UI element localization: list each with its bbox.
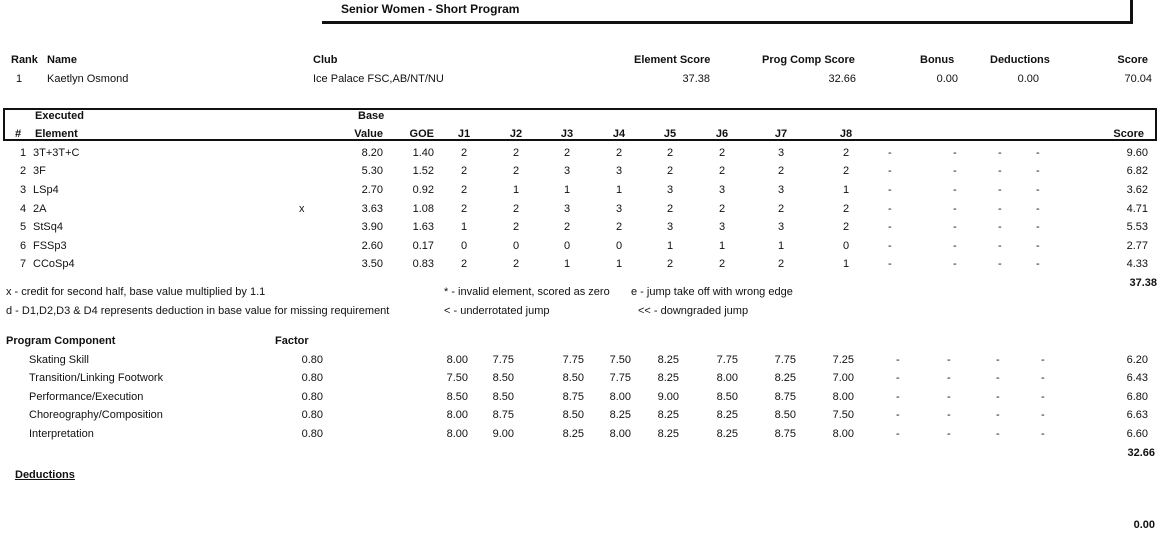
component-dash-1: - xyxy=(896,391,900,403)
skater-score: 70.04 xyxy=(1124,73,1152,85)
component-dash-1: - xyxy=(896,409,900,421)
element-j3: 2 xyxy=(563,147,571,159)
component-j8: 8.00 xyxy=(832,428,854,440)
component-j2: 8.50 xyxy=(492,391,514,403)
component-score: 6.80 xyxy=(1126,391,1148,403)
component-j4: 8.00 xyxy=(609,391,631,403)
element-j5: 2 xyxy=(666,165,674,177)
element-num: 5 xyxy=(20,221,27,233)
element-j6: 3 xyxy=(718,221,726,233)
element-score: 4.33 xyxy=(1126,258,1148,270)
element-j7: 3 xyxy=(777,221,785,233)
element-j7: 2 xyxy=(777,258,785,270)
skater-rank: 1 xyxy=(16,73,23,85)
element-dash-1: - xyxy=(888,184,892,196)
component-name: Skating Skill xyxy=(29,354,89,366)
element-num: 1 xyxy=(20,147,27,159)
component-j5: 8.25 xyxy=(657,428,679,440)
component-j6: 8.50 xyxy=(716,391,738,403)
component-j5: 8.25 xyxy=(657,372,679,384)
j5-header: J5 xyxy=(663,128,677,140)
factor-header: Factor xyxy=(275,335,309,347)
component-name: Choreography/Composition xyxy=(29,409,163,421)
component-j1: 8.00 xyxy=(446,354,468,366)
element-base: 2.60 xyxy=(361,240,383,252)
element-j7: 3 xyxy=(777,184,785,196)
component-dash-3: - xyxy=(996,409,1000,421)
deductions-header: Deductions xyxy=(990,54,1050,66)
component-j1: 8.00 xyxy=(446,409,468,421)
element-j3: 3 xyxy=(563,203,571,215)
j1-header: J1 xyxy=(457,128,471,140)
component-j8: 7.50 xyxy=(832,409,854,421)
component-j3: 8.25 xyxy=(562,428,584,440)
element-dash-1: - xyxy=(888,240,892,252)
element-code: StSq4 xyxy=(33,221,63,233)
element-score-header: Element Score xyxy=(634,54,711,66)
component-j7: 8.50 xyxy=(774,409,796,421)
element-j3: 2 xyxy=(563,221,571,233)
element-goe: 1.52 xyxy=(412,165,434,177)
element-j3: 3 xyxy=(563,165,571,177)
element-dash-2: - xyxy=(953,165,957,177)
skater-bonus: 0.00 xyxy=(936,73,958,85)
element-goe: 1.40 xyxy=(412,147,434,159)
element-j5: 1 xyxy=(666,240,674,252)
component-factor: 0.80 xyxy=(301,354,323,366)
component-j6: 8.25 xyxy=(716,409,738,421)
component-j6: 8.00 xyxy=(716,372,738,384)
deductions-label: Deductions xyxy=(15,469,75,481)
element-j1: 0 xyxy=(460,240,468,252)
element-dash-2: - xyxy=(953,203,957,215)
element-j2: 2 xyxy=(512,221,520,233)
element-j7: 2 xyxy=(777,165,785,177)
component-score: 6.43 xyxy=(1126,372,1148,384)
element-goe: 0.92 xyxy=(412,184,434,196)
element-dash-2: - xyxy=(953,184,957,196)
element-j5: 2 xyxy=(666,203,674,215)
element-j3: 1 xyxy=(563,258,571,270)
element-base: 8.20 xyxy=(361,147,383,159)
element-score: 3.62 xyxy=(1126,184,1148,196)
element-base: 3.90 xyxy=(361,221,383,233)
element-j4: 0 xyxy=(615,240,623,252)
component-j4: 8.25 xyxy=(609,409,631,421)
element-num: 3 xyxy=(20,184,27,196)
element-j8: 2 xyxy=(842,203,850,215)
legend-edge-note: e - jump take off with wrong edge xyxy=(631,286,793,298)
element-j3: 1 xyxy=(563,184,571,196)
skater-prog-comp-score: 32.66 xyxy=(828,73,856,85)
skater-club: Ice Palace FSC,AB/NT/NU xyxy=(313,73,444,85)
component-dash-3: - xyxy=(996,391,1000,403)
element-dash-4: - xyxy=(1036,240,1040,252)
rank-header: Rank xyxy=(11,54,38,66)
element-base: 3.50 xyxy=(361,258,383,270)
component-j2: 7.75 xyxy=(492,354,514,366)
element-dash-1: - xyxy=(888,258,892,270)
element-j5: 3 xyxy=(666,221,674,233)
element-j8: 2 xyxy=(842,165,850,177)
component-j4: 7.50 xyxy=(609,354,631,366)
component-j1: 8.50 xyxy=(446,391,468,403)
component-dash-1: - xyxy=(896,428,900,440)
element-goe: 1.63 xyxy=(412,221,434,233)
element-dash-1: - xyxy=(888,221,892,233)
component-j5: 9.00 xyxy=(657,391,679,403)
legend-d-note: d - D1,D2,D3 & D4 represents deduction in base value for missing requirement xyxy=(6,305,390,317)
element-dash-4: - xyxy=(1036,184,1040,196)
element-dash-1: - xyxy=(888,203,892,215)
component-name: Transition/Linking Footwork xyxy=(29,372,164,384)
score-header: Score xyxy=(1117,54,1148,66)
element-dash-3: - xyxy=(998,221,1002,233)
element-j7: 2 xyxy=(777,203,785,215)
component-dash-4: - xyxy=(1041,409,1045,421)
element-j1: 2 xyxy=(460,147,468,159)
element-dash-4: - xyxy=(1036,203,1040,215)
component-j2: 8.50 xyxy=(492,372,514,384)
element-j2: 2 xyxy=(512,258,520,270)
element-base: 5.30 xyxy=(361,165,383,177)
component-dash-4: - xyxy=(1041,428,1045,440)
j2-header: J2 xyxy=(509,128,523,140)
component-factor: 0.80 xyxy=(301,428,323,440)
element-j4: 2 xyxy=(615,221,623,233)
element-j8: 2 xyxy=(842,221,850,233)
component-j3: 8.50 xyxy=(562,372,584,384)
skater-element-score: 37.38 xyxy=(682,73,710,85)
component-j3: 8.50 xyxy=(562,409,584,421)
component-factor: 0.80 xyxy=(301,391,323,403)
element-j6: 2 xyxy=(718,147,726,159)
club-header: Club xyxy=(313,54,338,66)
element-j8: 2 xyxy=(842,147,850,159)
element-score: 5.53 xyxy=(1126,221,1148,233)
element-j3: 0 xyxy=(563,240,571,252)
element-j5: 3 xyxy=(666,184,674,196)
element-j8: 1 xyxy=(842,184,850,196)
component-dash-2: - xyxy=(947,428,951,440)
element-j5: 2 xyxy=(666,258,674,270)
component-dash-3: - xyxy=(996,372,1000,384)
component-j5: 8.25 xyxy=(657,354,679,366)
component-score: 6.63 xyxy=(1126,409,1148,421)
component-dash-3: - xyxy=(996,354,1000,366)
element-num: 6 xyxy=(20,240,27,252)
component-dash-2: - xyxy=(947,354,951,366)
element-j1: 2 xyxy=(460,165,468,177)
program-component-header: Program Component xyxy=(6,335,116,347)
element-dash-3: - xyxy=(998,147,1002,159)
element-score-col-header: Score xyxy=(1113,128,1144,140)
element-dash-3: - xyxy=(998,203,1002,215)
element-j2: 2 xyxy=(512,147,520,159)
element-code: 3F xyxy=(33,165,46,177)
element-dash-2: - xyxy=(953,221,957,233)
element-code: LSp4 xyxy=(33,184,59,196)
component-j6: 7.75 xyxy=(716,354,738,366)
deductions-total: 0.00 xyxy=(1133,519,1155,531)
element-j7: 3 xyxy=(777,147,785,159)
legend-invalid-note: * - invalid element, scored as zero xyxy=(444,286,610,298)
component-dash-4: - xyxy=(1041,354,1045,366)
element-j2: 0 xyxy=(512,240,520,252)
element-j1: 1 xyxy=(460,221,468,233)
component-j4: 8.00 xyxy=(609,428,631,440)
value-header: Value xyxy=(354,128,383,140)
num-header: # xyxy=(15,128,22,140)
element-code: CCoSp4 xyxy=(33,258,75,270)
component-dash-1: - xyxy=(896,354,900,366)
component-j4: 7.75 xyxy=(609,372,631,384)
element-goe: 0.83 xyxy=(412,258,434,270)
element-j4: 3 xyxy=(615,203,623,215)
component-factor: 0.80 xyxy=(301,409,323,421)
element-dash-2: - xyxy=(953,258,957,270)
element-dash-4: - xyxy=(1036,221,1040,233)
component-j7: 8.25 xyxy=(774,372,796,384)
element-num: 2 xyxy=(20,165,27,177)
component-j2: 9.00 xyxy=(492,428,514,440)
j4-header: J4 xyxy=(612,128,626,140)
element-j4: 3 xyxy=(615,165,623,177)
component-dash-2: - xyxy=(947,391,951,403)
element-dash-4: - xyxy=(1036,165,1040,177)
element-score: 9.60 xyxy=(1126,147,1148,159)
element-dash-1: - xyxy=(888,147,892,159)
legend-down-note: << - downgraded jump xyxy=(638,305,749,317)
element-j4: 1 xyxy=(615,258,623,270)
element-j1: 2 xyxy=(460,184,468,196)
component-dash-4: - xyxy=(1041,391,1045,403)
element-dash-3: - xyxy=(998,165,1002,177)
executed-header: Executed xyxy=(35,110,84,122)
element-j8: 1 xyxy=(842,258,850,270)
element-goe: 0.17 xyxy=(412,240,434,252)
element-score: 2.77 xyxy=(1126,240,1148,252)
bonus-header: Bonus xyxy=(920,54,955,66)
component-score: 6.60 xyxy=(1126,428,1148,440)
component-dash-4: - xyxy=(1041,372,1045,384)
element-j6: 2 xyxy=(718,258,726,270)
component-j3: 8.75 xyxy=(562,391,584,403)
name-header: Name xyxy=(47,54,77,66)
component-name: Interpretation xyxy=(29,428,94,440)
j3-header: J3 xyxy=(560,128,574,140)
element-dash-2: - xyxy=(953,147,957,159)
element-j6: 3 xyxy=(718,184,726,196)
element-j6: 2 xyxy=(718,165,726,177)
component-factor: 0.80 xyxy=(301,372,323,384)
legend-x-note: x - credit for second half, base value multiplied by 1.1 xyxy=(6,286,266,298)
element-dash-4: - xyxy=(1036,147,1040,159)
component-j7: 8.75 xyxy=(774,391,796,403)
component-j2: 8.75 xyxy=(492,409,514,421)
component-score: 6.20 xyxy=(1126,354,1148,366)
element-dash-3: - xyxy=(998,258,1002,270)
element-goe: 1.08 xyxy=(412,203,434,215)
element-j1: 2 xyxy=(460,203,468,215)
component-name: Performance/Execution xyxy=(29,391,144,403)
component-j6: 8.25 xyxy=(716,428,738,440)
element-j6: 2 xyxy=(718,203,726,215)
element-score: 4.71 xyxy=(1126,203,1148,215)
element-total: 37.38 xyxy=(1129,277,1157,289)
element-dash-4: - xyxy=(1036,258,1040,270)
component-j8: 7.25 xyxy=(832,354,854,366)
component-j7: 7.75 xyxy=(774,354,796,366)
prog-comp-score-header: Prog Comp Score xyxy=(762,54,855,66)
element-dash-3: - xyxy=(998,240,1002,252)
element-code: 3T+3T+C xyxy=(33,147,80,159)
element-j2: 2 xyxy=(512,203,520,215)
components-total: 32.66 xyxy=(1127,447,1155,459)
element-j2: 1 xyxy=(512,184,520,196)
j7-header: J7 xyxy=(774,128,788,140)
component-dash-2: - xyxy=(947,372,951,384)
component-dash-2: - xyxy=(947,409,951,421)
element-base: 3.63 xyxy=(361,203,383,215)
goe-header: GOE xyxy=(409,128,434,140)
skater-name: Kaetlyn Osmond xyxy=(47,73,129,85)
element-dash-1: - xyxy=(888,165,892,177)
j6-header: J6 xyxy=(715,128,729,140)
element-flag: x xyxy=(299,203,305,215)
component-j1: 7.50 xyxy=(446,372,468,384)
j8-header: J8 xyxy=(839,128,853,140)
legend-under-note: < - underrotated jump xyxy=(444,305,550,317)
element-j5: 2 xyxy=(666,147,674,159)
component-dash-1: - xyxy=(896,372,900,384)
element-header-box xyxy=(3,108,1157,141)
element-code: FSSp3 xyxy=(33,240,67,252)
component-dash-3: - xyxy=(996,428,1000,440)
component-j1: 8.00 xyxy=(446,428,468,440)
element-j2: 2 xyxy=(512,165,520,177)
element-score: 6.82 xyxy=(1126,165,1148,177)
element-num: 4 xyxy=(20,203,27,215)
element-base: 2.70 xyxy=(361,184,383,196)
element-j4: 2 xyxy=(615,147,623,159)
element-j8: 0 xyxy=(842,240,850,252)
base-header: Base xyxy=(358,110,385,122)
component-j8: 7.00 xyxy=(832,372,854,384)
component-j5: 8.25 xyxy=(657,409,679,421)
element-j6: 1 xyxy=(718,240,726,252)
component-j8: 8.00 xyxy=(832,391,854,403)
component-j7: 8.75 xyxy=(774,428,796,440)
component-j3: 7.75 xyxy=(562,354,584,366)
element-dash-2: - xyxy=(953,240,957,252)
skater-deductions: 0.00 xyxy=(1017,73,1039,85)
element-col-header: Element xyxy=(35,128,78,140)
page-title: Senior Women - Short Program xyxy=(341,2,520,16)
element-dash-3: - xyxy=(998,184,1002,196)
element-j4: 1 xyxy=(615,184,623,196)
element-j7: 1 xyxy=(777,240,785,252)
element-j1: 2 xyxy=(460,258,468,270)
element-num: 7 xyxy=(20,258,27,270)
element-code: 2A xyxy=(33,203,47,215)
